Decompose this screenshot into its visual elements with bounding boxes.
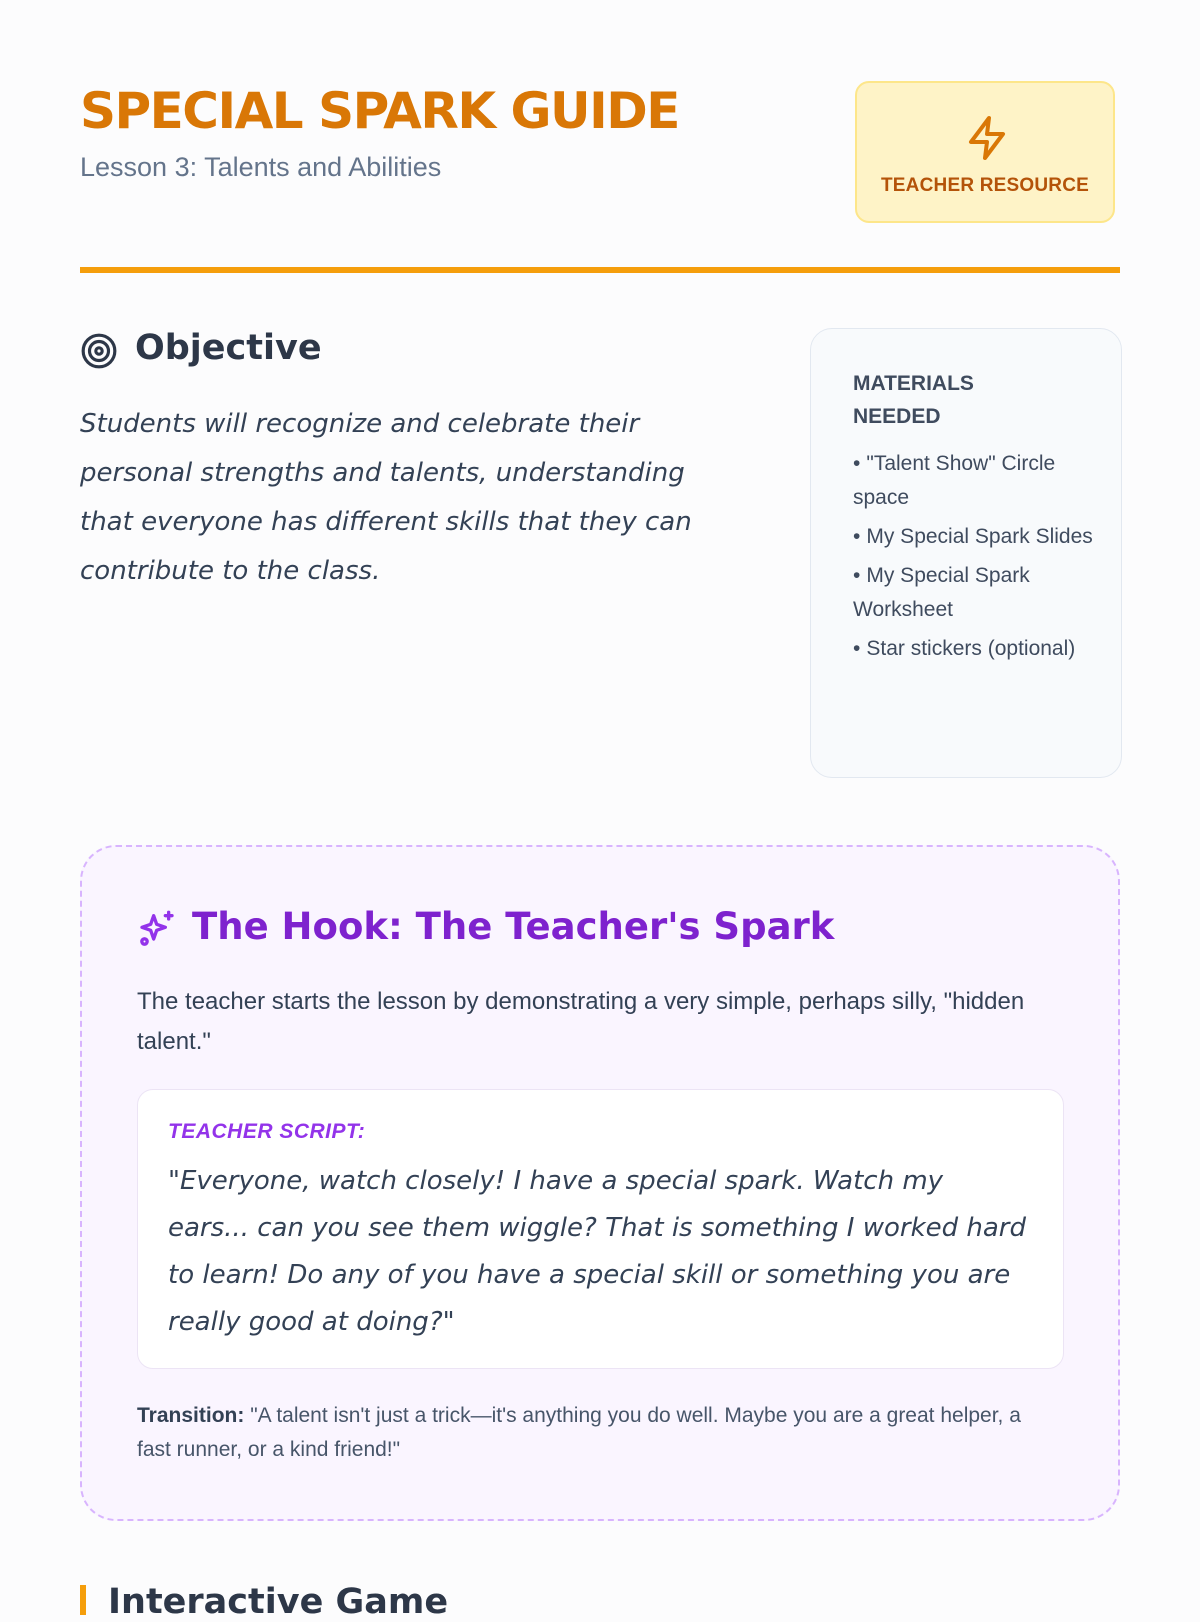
- lesson-subtitle: Lesson 3: Talents and Abilities: [80, 152, 442, 182]
- section-accent-bar: [80, 1585, 86, 1615]
- target-icon: [80, 332, 118, 370]
- objective-text: Students will recognize and celebrate their personal strengths and talents, understanding that everyone has different skills that they can contribute to the class.: [80, 409, 692, 586]
- transition-text: "A talent isn't just a trick—it's anything you do well. Maybe you are a great helper, a fast runner, or a kind friend!": [137, 1404, 1021, 1461]
- transition-note: [137, 1399, 1057, 1467]
- lightning-bolt-icon: [963, 113, 1011, 163]
- teacher-script-box: [137, 1089, 1064, 1369]
- header-divider: [80, 267, 1120, 273]
- objective-title: Objective: [135, 328, 322, 368]
- materials-heading: MATERIALS NEEDED: [853, 372, 974, 428]
- script-text: "Everyone, watch closely! I have a special spark. Watch my ears... can you see them wiggle? That is something I worked hard to learn! Do any of you have a special skill or something you are really good at doing?": [168, 1166, 1026, 1337]
- sparkles-icon: [137, 909, 177, 949]
- hook-title: The Hook: The Teacher's Spark: [192, 905, 835, 948]
- hook-section: [80, 845, 1120, 1521]
- materials-item: • My Special Spark Slides: [853, 520, 1095, 554]
- page-title: SPECIAL SPARK GUIDE: [80, 82, 679, 140]
- materials-item: • "Talent Show" Circle space: [853, 447, 1095, 515]
- teacher-resource-badge: [855, 81, 1115, 223]
- transition-label: Transition:: [137, 1404, 245, 1427]
- next-section-heading: Interactive Game: [108, 1582, 449, 1622]
- hook-intro: The teacher starts the lesson by demonstrating a very simple, perhaps silly, "hidden talent.": [137, 988, 1025, 1055]
- badge-label: TEACHER RESOURCE: [881, 175, 1089, 196]
- script-label: TEACHER SCRIPT:: [168, 1120, 366, 1143]
- materials-item: • Star stickers (optional): [853, 632, 1095, 666]
- lesson-guide-page: [80, 0, 1120, 1622]
- materials-list: [853, 447, 1095, 666]
- materials-panel: [810, 328, 1122, 778]
- materials-item: • My Special Spark Worksheet: [853, 559, 1095, 627]
